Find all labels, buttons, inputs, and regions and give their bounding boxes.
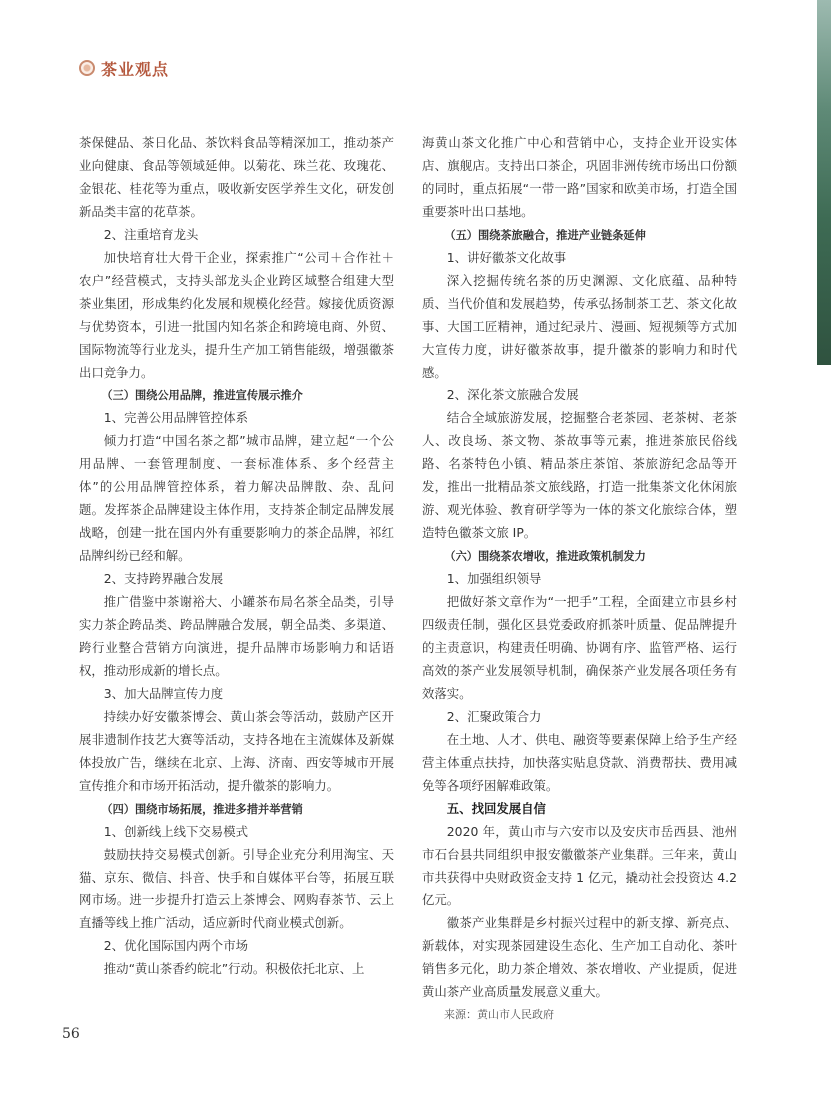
major-heading: 五、找回发展自信 <box>446 800 546 816</box>
paragraph: 茶保健品、茶日化品、茶饮料食品等精深加工，推动茶产业向健康、食品等领域延伸。以菊花、珠兰花、玫瑰花、金银花、桂花等为重点，吸收新安医学养生文化，研发创新品类丰富的花草茶。 <box>79 135 394 219</box>
right-column <box>422 132 737 1027</box>
subheading: 2、优化国际国内两个市场 <box>103 938 248 954</box>
paragraph: 深入挖掘传统名茶的历史渊源、文化底蕴、品种特质、当代价值和发展趋势，传承弘扬制茶工艺、茶文化故事、大国工匠精神，通过纪录片、漫画、短视频等方式加大宣传力度，讲好徽茶故事，提升徽茶的影响力和时代感。 <box>422 272 737 380</box>
subheading: 2、支持跨界融合发展 <box>103 571 224 587</box>
paragraph: 把做好茶文章作为“一把手”工程，全面建立市县乡村四级责任制，强化区县党委政府抓茶叶质量、促品牌提升的主责意识，构建责任明确、协调有序、监管严格、运行高效的茶产业发展领导机制，确保茶产业发展各项任务有效落实。 <box>422 594 737 701</box>
section-heading: （五）围绕茶旅融合，推进产业链条延伸 <box>444 227 646 242</box>
left-column <box>79 132 394 981</box>
landscape-photo-strip <box>817 0 831 365</box>
subheading: 2、汇聚政策合力 <box>446 708 542 724</box>
paragraph: 在土地、人才、供电、融资等要素保障上给予生产经营主体重点扶持，加快落实贴息贷款、消费帮扶、费用减免等各项纾困解难政策。 <box>422 731 737 793</box>
subheading: 1、完善公用品牌管控体系 <box>103 410 248 426</box>
section-heading: （三）围绕公用品牌，推进宣传展示推介 <box>101 388 303 403</box>
subheading: 1、讲好徽茶文化故事 <box>446 249 567 265</box>
paragraph: 徽茶产业集群是乡村振兴过程中的新支撑、新亮点、新载体，对实现茶园建设生态化、生产加工自动化、茶叶销售多元化，助力茶企增效、茶农增收、产业提质，促进黄山茶产业高质量发展意义重大。 <box>422 915 737 1000</box>
subheading: 2、深化茶文旅融合发展 <box>446 387 579 403</box>
section-title: 茶业观点 <box>101 59 170 79</box>
source-note: 来源：黄山市人民政府 <box>444 1008 554 1022</box>
paragraph: 推广借鉴中茶谢裕大、小罐茶布局名茶全品类，引导实力茶企跨品类、跨品牌融合发展，朝全品类、多渠道、跨行业整合营销方向演进，提升品牌市场影响力和话语权，推动形成新的增长点。 <box>79 594 394 678</box>
paragraph: 2020 年，黄山市与六安市以及安庆市岳西县、池州市石台县共同组织申报安徽徽茶产业集群。三年来，黄山市共获得中央财政资金支持 1 亿元，撬动社会投资达 4.2 亿元。 <box>422 823 737 908</box>
paragraph: 持续办好安徽茶博会、黄山茶会等活动，鼓励产区开展非遗制作技艺大赛等活动，支持各地在主流媒体及新媒体投放广告，继续在北京、上海、济南、西安等城市开展宣传推介和市场开拓活动，提升徽茶的影响力。 <box>79 708 394 793</box>
paragraph: 倾力打造“中国名茶之都”城市品牌，建立起“一个公用品牌、一套管理制度、一套标准体系、多个经营主体”的公用品牌管控体系，着力解决品牌散、杂、乱问题。发挥茶企品牌建设主体作用，支持茶企制定品牌发展战略，创建一批在国内外有重要影响力的茶企品牌，祁红品牌纠纷已经和解。 <box>79 433 394 564</box>
page-number: 56 <box>62 1026 80 1042</box>
paragraph: 海黄山茶文化推广中心和营销中心，支持企业开设实体店、旗舰店。支持出口茶企，巩固非洲传统市场出口份额的同时，重点拓展“一带一路”国家和欧美市场，打造全国重要茶叶出口基地。 <box>422 135 737 219</box>
subheading: 2、注重培育龙头 <box>103 226 199 242</box>
paragraph: 鼓励扶持交易模式创新。引导企业充分利用淘宝、天猫、京东、微信、抖音、快手和自媒体平台等，拓展互联网市场。进一步提升打造云上茶博会、网购春茶节、云上直播等线上推广活动，适应新时代商业模式创新。 <box>79 846 394 931</box>
paragraph: 加快培育壮大骨干企业，探索推广“公司＋合作社＋农户”经营模式，支持头部龙头企业跨区域整合组建大型茶业集团，形成集约化发展和规模化经营。嫁接优质资源与优势资本，引进一批国内知名茶企和跨境电商、外贸、国际物流等行业龙头，提升生产加工销售能级，增强徽茶出口竞争力。 <box>79 249 394 380</box>
subheading: 1、创新线上线下交易模式 <box>103 823 248 839</box>
section-header <box>79 56 169 80</box>
subheading: 3、加大品牌宣传力度 <box>103 685 224 701</box>
flower-icon <box>79 60 95 76</box>
paragraph: 推动“黄山茶香约皖北”行动。积极依托北京、上 <box>103 961 365 977</box>
section-heading: （六）围绕茶农增收，推进政策机制发力 <box>444 549 646 564</box>
section-heading: （四）围绕市场拓展，推进多措并举营销 <box>101 801 303 816</box>
paragraph: 结合全域旅游发展，挖掘整合老茶园、老茶树、老茶人、改良场、茶文物、茶故事等元素，推进茶旅民俗线路、名茶特色小镇、精品茶庄茶馆、茶旅游纪念品等开发，推出一批精品茶文旅线路，打造一批集茶文化休闲旅游、观光体验、教育研学等为一体的茶文化旅综合体，塑造特色徽茶文旅 IP。 <box>422 410 737 541</box>
subheading: 1、加强组织领导 <box>446 571 542 587</box>
